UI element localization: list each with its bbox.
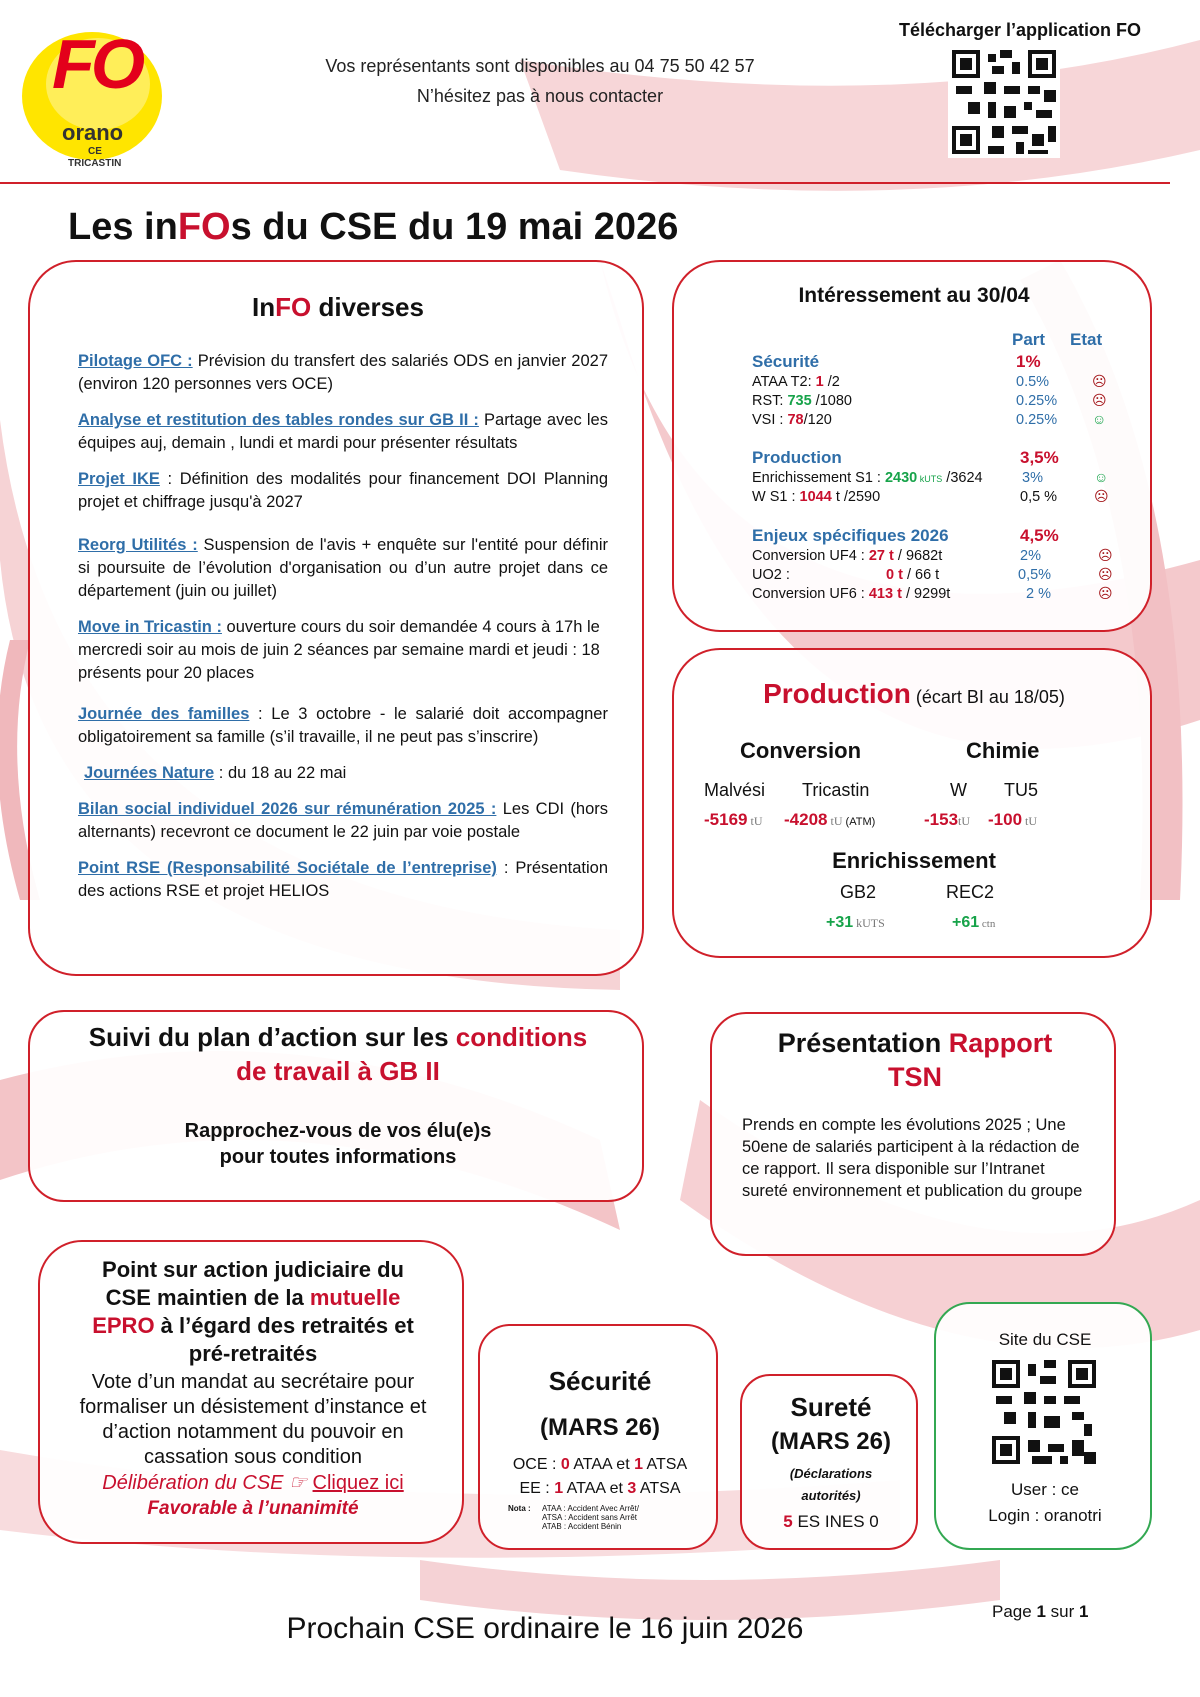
- contact-line-1: Vos représentants sont disponibles au 04 75 50 42 57: [325, 56, 755, 76]
- gb2-number: +31: [826, 914, 854, 931]
- securite-oce: [480, 1456, 720, 1474]
- info-text: Prévision du transfert des salariés ODS en janvier 2027 (environ 120 personnes vers OCE): [78, 352, 609, 393]
- oce-atsa: 1: [634, 1456, 643, 1473]
- info-item: [78, 857, 608, 903]
- production-title-text: Production: [763, 678, 911, 709]
- info-diverses-box: [28, 260, 644, 976]
- uf6-part: 2 %: [1026, 586, 1051, 602]
- info-item: [78, 468, 608, 514]
- enrichissement-heading: Enrichissement: [832, 848, 996, 873]
- uo2-values: [886, 567, 939, 583]
- rst-value: 735: [787, 393, 812, 409]
- judiciaire-heading-4: pré-retraités: [188, 1341, 318, 1366]
- uf4-part: 2%: [1020, 548, 1041, 564]
- info-text: : du 18 au 22 mai: [214, 764, 347, 782]
- info-link-pilotage[interactable]: Pilotage OFC :: [78, 352, 193, 370]
- uf6-label: Conversion UF6 :: [752, 586, 869, 602]
- info-title-accent: FO: [275, 292, 312, 322]
- oce-label: OCE :: [512, 1456, 561, 1473]
- vsi-part: 0.25%: [1016, 412, 1058, 428]
- info-link-familles[interactable]: Journée des familles: [78, 705, 250, 723]
- app-qr-code[interactable]: [948, 46, 1060, 158]
- ee-ataa: 1: [554, 1480, 564, 1497]
- oce-mid: ATAA et: [569, 1456, 635, 1473]
- judiciaire-deliberation: [40, 1470, 466, 1495]
- securite-period: (MARS 26): [539, 1414, 660, 1441]
- uf4-label: Conversion UF4 :: [752, 548, 869, 564]
- tsn-box: [710, 1012, 1116, 1256]
- sad-face-icon: ☹: [1098, 585, 1113, 601]
- enjeux-label: Enjeux spécifiques 2026: [752, 526, 949, 545]
- tricastin-label: Tricastin: [802, 780, 870, 800]
- enr-value: 2430: [884, 470, 918, 486]
- tsn-title-line-2: TSN: [888, 1062, 942, 1092]
- malvesi-value: [704, 810, 762, 830]
- suivi-title-line-1: [30, 1022, 646, 1053]
- tricastin-number: -4208: [784, 810, 828, 829]
- production-title: [674, 678, 1154, 710]
- site-login: Login : oranotri: [988, 1506, 1102, 1525]
- tricastin-atm: (ATM): [842, 816, 876, 828]
- suivi-box: [28, 1010, 644, 1202]
- info-text: Les CDI (hors alternants) recevront ce document le 22 juin par voie postale: [78, 800, 608, 841]
- judiciaire-heading-1: Point sur action judiciaire du: [102, 1257, 404, 1282]
- next-cse-footer: Prochain CSE ordinaire le 16 juin 2026: [286, 1612, 804, 1645]
- enr-unit: kUTS: [917, 474, 943, 484]
- fo-logo: [14, 14, 174, 174]
- surete-decl-1: (Déclarations: [789, 1466, 873, 1481]
- enrichissement-row: [752, 470, 983, 486]
- info-link-rse[interactable]: Point RSE (Responsabilité Sociétale de l’entreprise): [78, 859, 497, 877]
- logo-tricastin: TRICASTIN: [68, 158, 122, 169]
- vsi-label: VSI :: [752, 412, 788, 428]
- prod-label: Production: [752, 448, 842, 467]
- page-number: [992, 1602, 1088, 1622]
- tricastin-value: [784, 810, 875, 830]
- info-text: Partage avec les équipes auj, demain , lundi et mardi pour présenter résultats: [78, 411, 608, 452]
- judiciaire-heading-3-text: à l’égard des retraités et: [154, 1313, 414, 1338]
- uf6-row: [752, 586, 950, 602]
- logo-ce: CE: [88, 146, 102, 157]
- uo2-value: 0 t: [886, 567, 903, 583]
- enjeux-part: 4,5%: [1020, 526, 1059, 545]
- gb2-unit: kUTS: [853, 916, 885, 930]
- page-sep: sur: [1045, 1602, 1079, 1621]
- title-post: s du CSE du 19 mai 2026: [230, 206, 679, 248]
- securite-box: [478, 1324, 718, 1550]
- uf6-value: 413 t: [868, 586, 902, 602]
- info-item: [78, 703, 608, 749]
- gb2-value: [826, 914, 885, 932]
- uf4-row: [752, 548, 942, 564]
- nota-atab: ATAB : Accident Bénin: [542, 1522, 622, 1531]
- judiciaire-box: [38, 1240, 464, 1544]
- tu5-unit: tU: [1022, 814, 1038, 828]
- secu-label: Sécurité: [752, 352, 820, 371]
- col-part-header: Part: [1012, 330, 1046, 349]
- info-link-bilan-social[interactable]: Bilan social individuel 2026 sur rémunération 2025 :: [78, 800, 497, 818]
- w-label: W: [950, 780, 967, 800]
- enr-total: /3624: [942, 470, 983, 486]
- info-link-tables-rondes[interactable]: Analyse et restitution des tables rondes sur GB II :: [78, 411, 479, 429]
- info-link-move[interactable]: Move in Tricastin :: [78, 618, 222, 636]
- happy-face-icon: ☺: [1094, 469, 1109, 485]
- deliberation-label: Délibération du CSE ☞: [102, 1472, 313, 1494]
- ee-label: EE :: [519, 1480, 555, 1497]
- tu5-number: -100: [988, 810, 1023, 829]
- info-text: : Définition des modalités pour financement DOI Planning projet et chiffrage jusqu'à 2027: [78, 470, 608, 511]
- judiciaire-favorable: Favorable à l’unanimité: [147, 1498, 359, 1519]
- page-title: [68, 206, 678, 249]
- site-cse-box: [934, 1302, 1152, 1550]
- contact-line-2: N’hésitez pas à nous contacter: [416, 86, 664, 106]
- title-pre: Les in: [68, 206, 178, 248]
- sad-face-icon: ☹: [1098, 547, 1113, 563]
- info-text: : Présentation des actions RSE et projet HELIOS: [78, 859, 608, 900]
- ataa-value: 1: [815, 374, 824, 390]
- info-item: [78, 350, 608, 396]
- app-download-label: Télécharger l’application FO: [898, 20, 1142, 40]
- info-list: [78, 350, 608, 916]
- production-subtitle: (écart BI au 18/05): [910, 687, 1065, 707]
- rec2-label: REC2: [946, 882, 995, 902]
- info-diverses-title: [30, 292, 646, 323]
- header-divider: [0, 182, 1170, 184]
- ee-post: ATSA: [636, 1480, 681, 1497]
- tsn-title-accent: Rapport: [948, 1028, 1053, 1058]
- interessement-box: [672, 260, 1152, 632]
- judiciaire-mutuelle: mutuelle: [309, 1285, 401, 1310]
- rst-label: RST:: [752, 393, 788, 409]
- rst-part: 0.25%: [1016, 393, 1058, 409]
- ee-atsa: 3: [627, 1480, 637, 1497]
- judiciaire-body: Vote d’un mandat au secrétaire pour formaliser un désistement d’instance et d’action notamment du pouvoir en cassation sous condition: [79, 1371, 427, 1468]
- ws1-value: 1044: [799, 489, 832, 505]
- surete-decl-2: autorités): [801, 1488, 861, 1503]
- tu5-value: [988, 810, 1037, 830]
- info-text: ouverture cours du soir demandée 4 cours à 17h le mercredi soir au mois de juin 2 séances par semaine mardi et jeudi : 18 présents pour 20 places: [78, 618, 600, 682]
- uo2-total: / 66 t: [902, 567, 940, 583]
- rst-total: /1080: [811, 393, 852, 409]
- title-accent: FO: [177, 206, 231, 248]
- ws1-total: t /2590: [831, 489, 881, 505]
- ataa-total: /2: [823, 374, 840, 390]
- tsn-body: Prends en compte les évolutions 2025 ; Une 50ene de salariés participent à la rédaction de ce rapport. Il sera disponible sur l’Intranet sureté environnement et publication du groupe: [742, 1116, 1083, 1200]
- ines-count: 5: [783, 1512, 793, 1531]
- page-current: 1: [1036, 1602, 1046, 1621]
- happy-face-icon: ☺: [1092, 411, 1107, 427]
- vsi-row: [752, 412, 832, 428]
- gb2-label: GB2: [840, 882, 877, 902]
- uo2-label: UO2 :: [752, 567, 790, 583]
- info-text: Suspension de l'avis + enquête sur l'entité pour définir si poursuite de l’évolution d'organisation ou d’un autre projet dans ce département (juin ou juillet): [78, 536, 608, 600]
- surete-title: Sureté: [790, 1392, 872, 1422]
- suivi-title-pre: Suivi du plan d’action sur les: [88, 1022, 456, 1052]
- rec2-number: +61: [952, 914, 980, 931]
- judiciaire-heading-2-text: CSE maintien de la: [105, 1285, 310, 1310]
- oce-post: ATSA: [642, 1456, 688, 1473]
- ws1-row: [752, 489, 880, 505]
- site-title: Site du CSE: [998, 1330, 1092, 1349]
- info-item: [78, 762, 608, 785]
- tricastin-unit: tU: [827, 814, 843, 828]
- production-box: [672, 648, 1152, 958]
- sad-face-icon: ☹: [1092, 373, 1107, 389]
- vsi-value: 78: [787, 412, 804, 428]
- nota-ataa: ATAA : Accident Avec Arrêt/: [542, 1504, 639, 1513]
- sad-face-icon: ☹: [1098, 566, 1113, 582]
- judiciaire-epro: EPRO: [92, 1313, 155, 1338]
- page-total: 1: [1078, 1602, 1089, 1621]
- w-unit: tU: [958, 814, 971, 828]
- tu5-label: TU5: [1004, 780, 1039, 800]
- surete-period: (MARS 26): [770, 1428, 891, 1455]
- surete-ines: [742, 1512, 920, 1532]
- col-etat-header: Etat: [1070, 330, 1103, 349]
- secu-part: 1%: [1016, 352, 1041, 371]
- malvesi-number: -5169: [704, 810, 748, 829]
- ataa-row: [752, 374, 840, 390]
- surete-box: [740, 1374, 918, 1550]
- logo-company: orano: [62, 120, 124, 145]
- rst-row: [752, 393, 852, 409]
- suivi-body-2: pour toutes informations: [219, 1146, 457, 1168]
- info-item: [78, 409, 608, 455]
- ws1-label: W S1 :: [752, 489, 800, 505]
- vsi-total: /120: [803, 412, 832, 428]
- nota-label: Nota :: [508, 1504, 531, 1513]
- uf4-total: / 9682t: [893, 548, 943, 564]
- info-title-pre: In: [252, 292, 276, 322]
- info-link-reorg[interactable]: Reorg Utilités :: [78, 536, 198, 554]
- ines-text: ES INES 0: [792, 1512, 879, 1531]
- ataa-label: ATAA T2:: [752, 374, 816, 390]
- enr-label: Enrichissement S1 :: [752, 470, 885, 486]
- interessement-title: Intéressement au 30/04: [798, 284, 1030, 307]
- uf4-value: 27 t: [868, 548, 894, 564]
- sad-face-icon: ☹: [1094, 488, 1109, 504]
- oce-ataa: 0: [560, 1456, 570, 1473]
- prod-part: 3,5%: [1020, 448, 1059, 467]
- judiciaire-heading-3: [40, 1312, 466, 1340]
- ataa-part: 0.5%: [1016, 374, 1050, 390]
- uo2-part: 0,5%: [1018, 567, 1052, 583]
- enr-part: 3%: [1022, 470, 1043, 486]
- uf6-total: / 9299t: [901, 586, 951, 602]
- info-title-post: diverses: [311, 292, 424, 322]
- chimie-heading: Chimie: [966, 738, 1040, 763]
- info-link-nature[interactable]: Journées Nature: [84, 764, 215, 782]
- cliquez-ici-link[interactable]: Cliquez ici: [312, 1472, 404, 1494]
- info-link-projet-ike[interactable]: Projet IKE: [78, 470, 160, 488]
- page-label: Page: [992, 1602, 1037, 1621]
- suivi-title-accent: conditions: [455, 1022, 588, 1052]
- site-user: User : ce: [1010, 1480, 1080, 1499]
- suivi-body-1: Rapprochez-vous de vos élu(e)s: [184, 1120, 492, 1142]
- ws1-part: 0,5 %: [1020, 489, 1058, 505]
- malvesi-unit: tU: [747, 814, 763, 828]
- sad-face-icon: ☹: [1092, 392, 1107, 408]
- conversion-heading: Conversion: [740, 738, 862, 763]
- judiciaire-heading: [40, 1256, 466, 1368]
- w-value: [924, 810, 970, 830]
- site-qr-code[interactable]: [992, 1360, 1096, 1464]
- rec2-value: [952, 914, 995, 932]
- malvesi-label: Malvési: [704, 780, 766, 800]
- tsn-title-line-1: [712, 1028, 1118, 1059]
- judiciaire-heading-2: [40, 1284, 466, 1312]
- logo-fo-text: FO: [52, 25, 142, 103]
- securite-ee: [480, 1480, 720, 1498]
- securite-nota: [508, 1504, 639, 1531]
- info-text: : Le 3 octobre - le salarié doit accompagner obligatoirement sa famille (s’il travaille, il ne peut pas s’inscrire): [78, 705, 608, 746]
- tsn-title-pre: Présentation: [777, 1028, 949, 1058]
- securite-title: Sécurité: [548, 1366, 652, 1396]
- nota-atsa: ATSA : Accident sans Arrêt: [542, 1513, 638, 1522]
- info-item: [78, 798, 608, 844]
- info-item: [78, 534, 608, 603]
- info-item: [78, 616, 608, 685]
- rec2-unit: ctn: [979, 918, 996, 930]
- nota-items: [542, 1504, 702, 1531]
- w-number: -153: [924, 810, 959, 829]
- ee-mid: ATAA et: [563, 1480, 628, 1497]
- suivi-title-line-2: de travail à GB II: [236, 1056, 440, 1086]
